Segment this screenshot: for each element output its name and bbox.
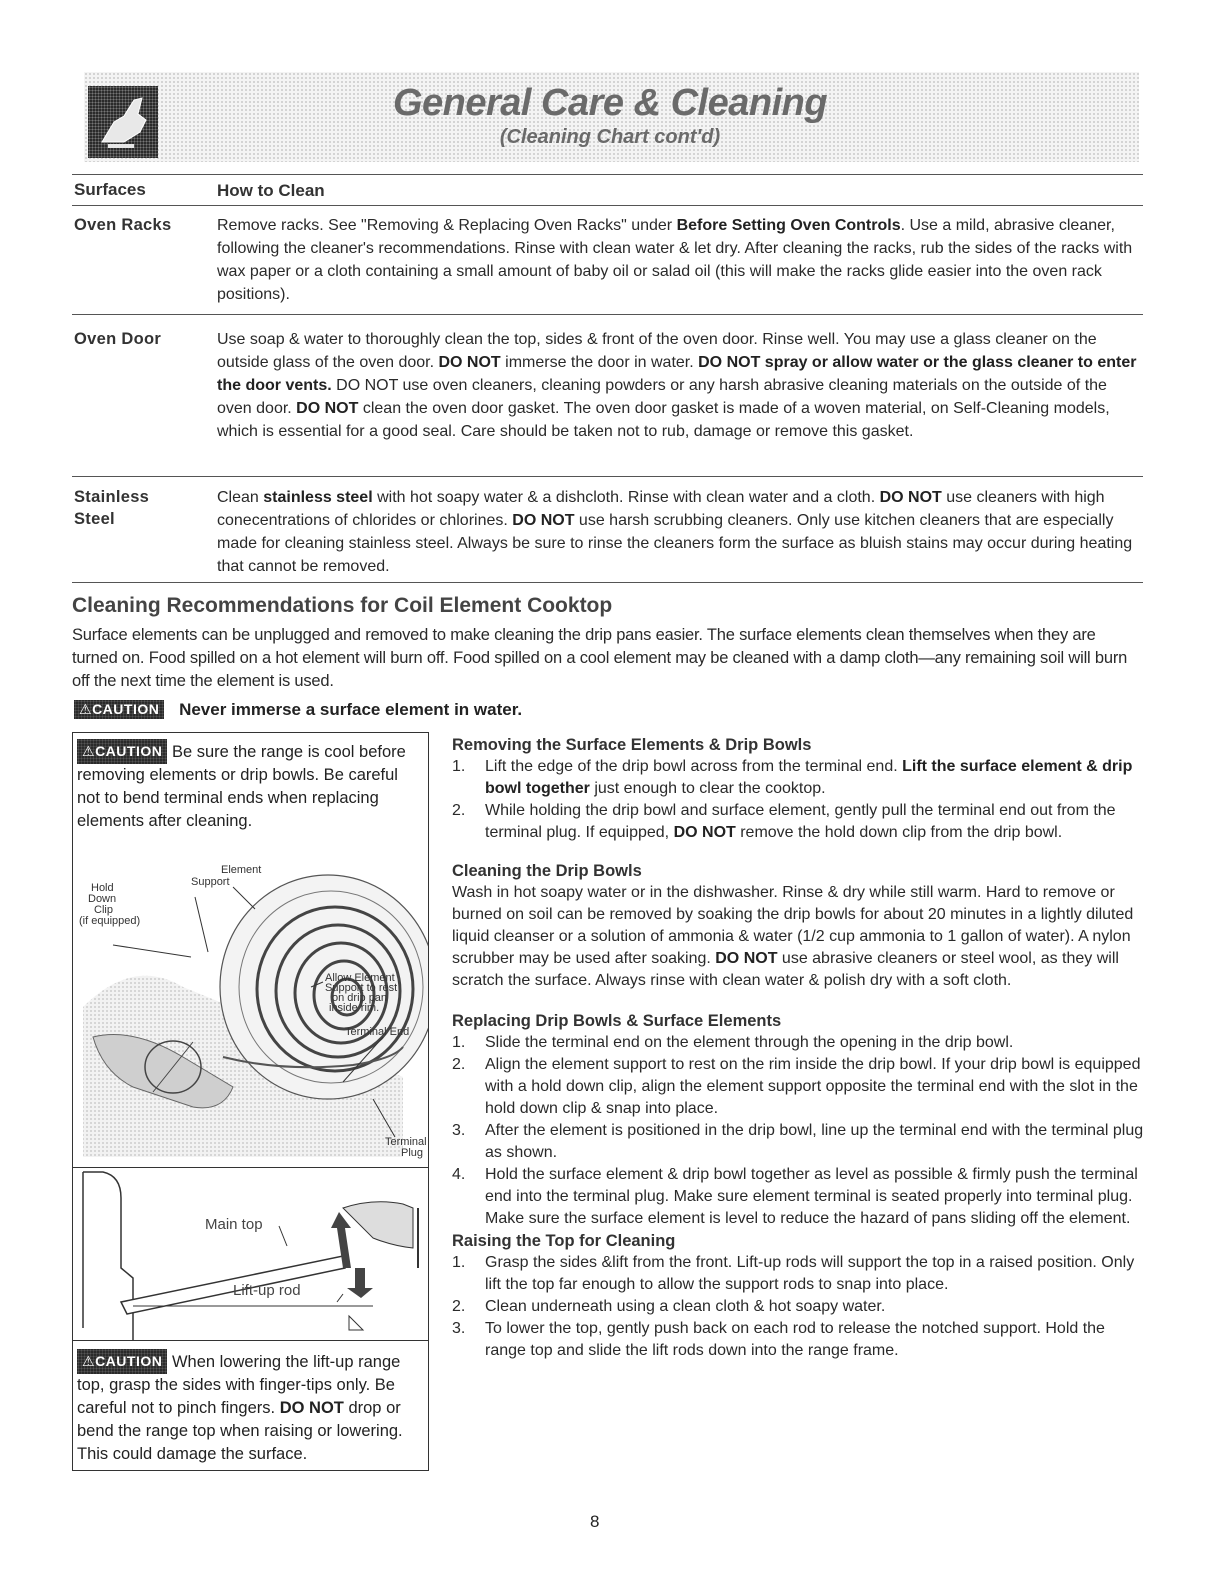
steps-removing — [452, 756, 1144, 844]
steps-raising — [452, 1252, 1144, 1362]
step-text: Lift the edge of the drip bowl across from the terminal end. Lift the surface element & drip bowl together just enough to clear the cooktop. — [485, 758, 1133, 797]
step-text: Hold the surface element & drip bowl together as level as possible & firmly push the terminal end into the terminal plug. Make sure element terminal is seated properly into terminal plug. Make sure the surface element is level to reduce the hazard of pans sliding off the element. — [485, 1166, 1138, 1227]
steps-replacing — [452, 1032, 1144, 1230]
caution-badge: ⚠CAUTION — [77, 1349, 167, 1374]
heading-raising-top: Raising the Top for Cleaning — [452, 1232, 676, 1250]
surface-desc-oven-racks: Remove racks. See "Removing & Replacing Oven Racks" under Before Setting Oven Controls. Use a mild, abrasive cleaner, following the cleaner's recommendations. Rinse with clean water & let dry. After cleaning the racks, rub the sides of the racks with wax paper or a cloth containing a small amount of baby oil or salad oil (this will make the racks glide easier into the oven rack positions). — [217, 217, 1133, 303]
surface-desc-oven-door: Use soap & water to thoroughly clean the top, sides & front of the oven door. Rinse well. You may use a glass cleaner on the outside glass of the oven door. DO NOT immerse the door in water. DO NOT spray or allow water or the glass cleaner to enter the door vents. DO NOT use oven cleaners, cleaning powders or any harsh abrasive cleaning materials on the outside of the oven door. DO NOT clean the oven door gasket. The oven door gasket is made of a woven material, on Self-Cleaning models, which is essential for a good seal. Care should be taken not to rub, damage or remove this gasket. — [217, 331, 1137, 440]
caution-cool-text: Be sure the range is cool before removing elements or drip bowls. Be careful not to bend terminal ends when replacing elements after cleaning. — [77, 743, 406, 830]
divider — [72, 476, 1143, 477]
text-cleaning-drip-bowls: Wash in hot soapy water or in the dishwasher. Rinse & dry while still warm. Hard to remove or burned on soil can be removed by soaking the drip bowls for about 20 minutes in a lightly diluted liquid cleanser or a solution of ammonia & water (1/2 cup ammonia to 1 gallon of water). A nylon scrubber may be used after soaking. DO NOT use abrasive cleaners or steel wool, as they will scratch the surface. Always rinse with clean water & polish dry with a soft cloth. — [452, 884, 1134, 989]
step-text: To lower the top, gently push back on each rod to release the notched support. Hold the range top and slide the lift rods down into the range frame. — [485, 1320, 1105, 1359]
surface-element-illustration — [73, 837, 428, 1167]
step-number: 2. — [452, 1298, 466, 1315]
col-header-surfaces: Surfaces — [74, 180, 146, 199]
step-number: 1. — [452, 1034, 466, 1051]
divider — [72, 205, 1143, 206]
step-item — [452, 1120, 1144, 1164]
step-number: 1. — [452, 758, 466, 775]
label-support: Support — [191, 876, 230, 888]
lift-up-top-illustration — [73, 1167, 428, 1341]
divider — [72, 314, 1143, 315]
step-number: 4. — [452, 1166, 466, 1183]
surface-name-oven-racks: Oven Racks — [74, 216, 172, 234]
step-item — [452, 1032, 1144, 1054]
step-number: 3. — [452, 1122, 466, 1139]
caution-badge: ⚠CAUTION — [74, 700, 164, 719]
label-terminal-end: Terminal End — [345, 1026, 410, 1038]
step-item — [452, 1054, 1144, 1120]
label-hold: Hold — [91, 882, 114, 894]
label-main-top: Main top — [205, 1216, 263, 1233]
step-item — [452, 1252, 1144, 1296]
step-item — [452, 1164, 1144, 1230]
surface-name-oven-door: Oven Door — [74, 330, 162, 348]
label-lift-up-rod: Lift-up rod — [233, 1282, 301, 1299]
step-number: 1. — [452, 1254, 466, 1271]
divider — [72, 174, 1143, 175]
caution-badge: ⚠CAUTION — [77, 739, 167, 764]
step-text: Slide the terminal end on the element through the opening in the drip bowl. — [485, 1034, 1014, 1051]
heading-cleaning-drip-bowls: Cleaning the Drip Bowls — [452, 862, 642, 880]
step-text: Clean underneath using a clean cloth & hot soapy water. — [485, 1298, 886, 1315]
step-item — [452, 1318, 1144, 1362]
label-on-drip-pan: on drip pan — [332, 992, 388, 1004]
label-allow-element: Allow Element — [325, 972, 395, 984]
step-text: Align the element support to rest on the rim inside the drip bowl. If your drip bowl is equipped with a hold down clip, align the element support opposite the terminal end with the slot in the hold down clip & snap into place. — [485, 1056, 1141, 1117]
label-element: Element — [221, 864, 262, 876]
step-item — [452, 756, 1144, 800]
label-down: Down — [88, 893, 117, 905]
caution-lowering-text: When lowering the lift-up range top, grasp the sides with finger-tips only. Be careful not to pinch fingers. DO NOT drop or bend the range top when raising or lowering. This could damage the surface. — [77, 1353, 403, 1463]
cleaning-hand-icon — [88, 86, 158, 158]
page-title: General Care & Cleaning — [392, 82, 828, 124]
label-support-to-rest: Support to rest — [325, 982, 398, 994]
right-column — [452, 734, 1144, 1362]
step-number: 2. — [452, 802, 466, 819]
surface-name-stainless-steel: Stainless Steel — [74, 488, 150, 528]
heading-replacing: Replacing Drip Bowls & Surface Elements — [452, 1012, 782, 1030]
caution-immerse — [74, 700, 522, 720]
page-subtitle: (Cleaning Chart cont'd) — [499, 126, 721, 148]
heading-removing-elements: Removing the Surface Elements & Drip Bowls — [452, 736, 812, 754]
page-number: 8 — [590, 1512, 600, 1531]
step-text: Grasp the sides &lift from the front. Lift-up rods will support the top in a raised position. Only lift the top far enough to allow the support rods to snap into place. — [485, 1254, 1135, 1293]
label-terminal: Terminal — [385, 1136, 427, 1148]
step-number: 3. — [452, 1320, 466, 1337]
divider — [72, 582, 1143, 583]
step-text: While holding the drip bowl and surface element, gently pull the terminal end out from the terminal plug. If equipped, DO NOT remove the hold down clip from the drip bowl. — [485, 802, 1116, 841]
label-clip: Clip — [94, 904, 113, 916]
section-title-coil: Cleaning Recommendations for Coil Element Cooktop — [72, 594, 613, 617]
step-item — [452, 800, 1144, 844]
label-plug: Plug — [401, 1147, 424, 1159]
left-figure-box — [72, 732, 429, 1471]
label-inside-rim: inside rim. — [329, 1002, 380, 1014]
coil-intro: Surface elements can be unplugged and removed to make cleaning the drip pans easier. The surface elements clean themselves when they are turned on. Food spilled on a hot element will burn off. Food spilled on a cool element may be cleaned with a damp cloth—any remaining soil will burn off the next time the element is used. — [72, 626, 1128, 690]
step-item — [452, 1296, 1144, 1318]
caution-cool — [73, 733, 428, 837]
col-header-how-to-clean: How to Clean — [217, 181, 325, 200]
step-text: After the element is positioned in the drip bowl, line up the terminal end with the terminal plug as shown. — [485, 1122, 1144, 1161]
step-number: 2. — [452, 1056, 466, 1073]
label-if-equipped: (if equipped) — [79, 915, 141, 927]
caution-immerse-text: Never immerse a surface element in water. — [179, 700, 523, 719]
surface-desc-stainless-steel: Clean stainless steel with hot soapy water & a dishcloth. Rinse with clean water and a cloth. DO NOT use cleaners with high conecentrations of chlorides or chlorines. DO NOT use harsh scrubbing cleaners. Only use kitchen cleaners that are especially made for cleaning stainless steel. Always be sure to rinse the cleaners form the surface as bluish stains may occur during heating that cannot be removed. — [217, 489, 1133, 575]
caution-lowering — [73, 1341, 428, 1470]
